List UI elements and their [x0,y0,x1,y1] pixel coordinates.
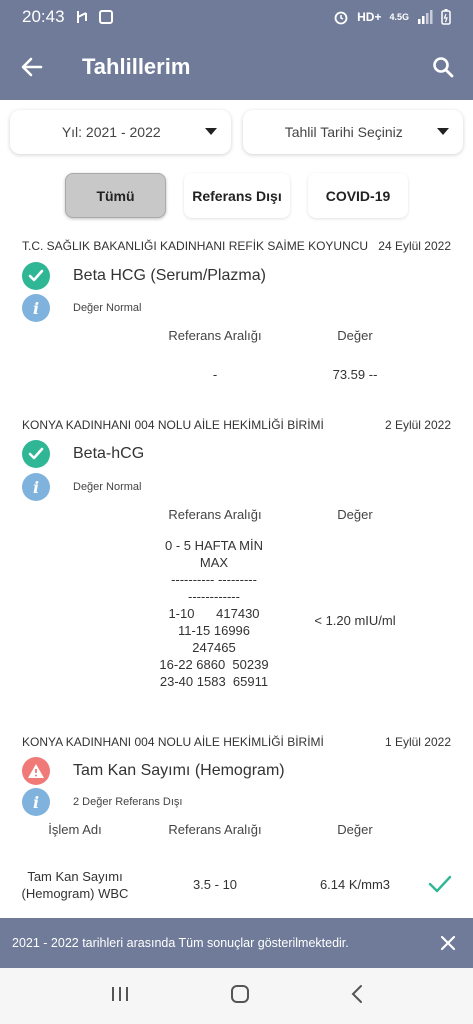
result-card[interactable] [0,735,473,915]
parameter-name-line1: Tam Kan Sayımı [27,869,123,884]
reference-range: 3.5 - 10 [192,877,238,892]
reference-range: 0 - 5 HAFTA MİN MAX ---------- --------- ------------ 1-10 417430 11-15 16996 247465 16-22 6860 50239 23-40 1583 65911 [159,538,269,689]
network-sub: 4.5G [389,12,409,22]
institution-name: T.C. SAĞLIK BAKANLIĞI KADINHANI REFİK SAİME KOYUNCU [22,239,369,253]
result-date: 1 Eylül 2022 [384,735,451,749]
institution-name: KONYA KADINHANI 004 NOLU AİLE HEKİMLİĞİ BİRİMİ [22,418,324,432]
system-nav-bar [0,968,473,1024]
snackbar-text: 2021 - 2022 tarihleri arasında Tüm sonuçlar gösterilmektedir. [12,936,349,950]
info-icon: i [22,473,50,501]
caret-down-icon [205,128,217,135]
card-header [22,239,451,253]
year-select-value: Yıl: 2021 - 2022 [61,124,161,140]
test-parameter-name [10,868,140,902]
date-select-value: Tahlil Tarihi Seçiniz [284,124,403,140]
battery-icon [441,9,451,25]
result-date: 24 Eylül 2022 [378,239,451,253]
close-icon [440,935,456,951]
test-row [22,262,266,290]
status-text: Değer Normal [73,481,142,493]
card-header [22,735,451,749]
alarm-icon [333,9,349,25]
back-nav-button[interactable] [350,984,364,1009]
activity-icon [75,9,89,25]
arrow-left-icon [21,57,43,77]
test-name: Tam Kan Sayımı (Hemogram) [73,762,285,779]
snackbar-close-button[interactable] [423,918,473,968]
recent-apps-icon [110,985,130,1003]
recent-apps-button[interactable] [110,985,130,1008]
chevron-left-icon [350,984,364,1004]
home-button[interactable] [229,983,251,1010]
check-circle-icon [22,440,50,468]
status-row [22,473,141,501]
network-type: HD+ [357,10,382,24]
result-tabs [65,173,408,218]
name-header: İşlem Adı [48,822,102,837]
info-icon: i [22,294,50,322]
check-circle-icon [22,262,50,290]
back-button[interactable] [0,34,64,100]
snackbar [0,918,473,968]
reference-header: Referans Aralığı [168,328,262,343]
date-select[interactable] [243,110,464,154]
test-row [22,757,285,785]
value-header: Değer [337,507,373,522]
tab-covid[interactable]: COVID-19 [308,173,408,218]
status-time: 20:43 [22,7,65,26]
year-select[interactable] [10,110,231,154]
reference-range: - [212,367,218,382]
reference-header: Referans Aralığı [168,507,262,522]
info-icon: i [22,788,50,816]
card-header [22,418,451,432]
tab-all[interactable]: Tümü [65,173,166,218]
status-text: 2 Değer Referans Dışı [73,796,183,808]
app-bar [0,34,473,100]
status-bar [0,0,473,34]
check-icon [428,875,452,893]
warning-icon [22,757,50,785]
value-header: Değer [337,328,373,343]
caret-down-icon [437,128,449,135]
test-name: Beta-hCG [73,445,145,462]
search-button[interactable] [413,34,473,100]
result-value: < 1.20 mIU/ml [314,613,396,628]
home-icon [229,983,251,1005]
status-row [22,788,182,816]
parameter-name-line2: (Hemogram) WBC [21,886,129,901]
tab-out-of-reference[interactable]: Referans Dışı [184,173,290,218]
result-card[interactable] [0,418,473,708]
result-date: 2 Eylül 2022 [384,418,451,432]
search-icon [432,56,454,78]
institution-name: KONYA KADINHANI 004 NOLU AİLE HEKİMLİĞİ BİRİMİ [22,735,324,749]
test-row [22,440,144,468]
result-value: 6.14 K/mm3 [319,877,391,892]
reference-header: Referans Aralığı [168,822,262,837]
status-text: Değer Normal [73,302,142,314]
result-card[interactable] [0,239,473,399]
signal-icon [417,10,433,24]
value-header: Değer [337,822,373,837]
app-notification-icon [99,10,113,24]
status-row [22,294,141,322]
filter-bar [10,110,463,154]
test-name: Beta HCG (Serum/Plazma) [73,267,266,284]
result-value: 73.59 -- [332,367,378,382]
page-title: Tahlillerim [82,54,191,79]
